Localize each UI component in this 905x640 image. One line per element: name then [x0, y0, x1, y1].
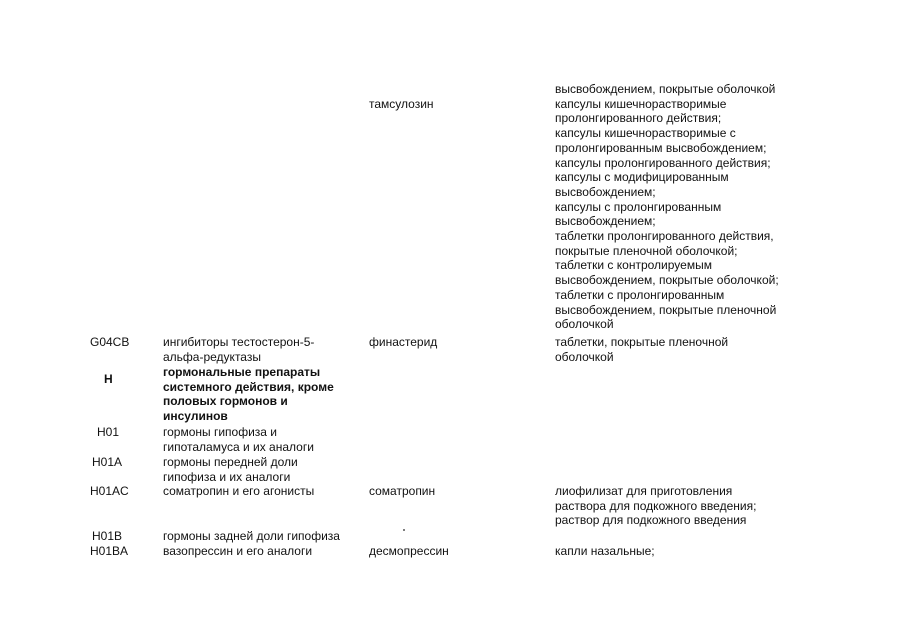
atc-code: H01B — [92, 529, 123, 543]
atc-group-name: вазопрессин и его аналоги — [163, 544, 313, 558]
atc-group-name: гормональные препараты системного действия, кроме половых гормонов и инсулинов — [163, 365, 334, 424]
atc-group-name: гормоны задней доли гипофиза — [163, 529, 340, 543]
atc-code: G04CB — [90, 335, 130, 349]
substance-name: десмопрессин — [369, 544, 449, 558]
atc-group-name: соматропин и его агонисты — [163, 484, 315, 498]
atc-code: H01A — [92, 455, 123, 469]
atc-code: H01 — [97, 425, 120, 439]
atc-group-name: ингибиторы тестостерон-5- альфа-редуктазы — [163, 335, 315, 364]
substance-name: соматропин — [369, 484, 436, 498]
substance-name: тамсулозин — [369, 97, 434, 111]
dosage-forms: высвобождением, покрытые оболочкой капсулы кишечнорастворимые пролонгированного действия; капсулы кишечнорастворимые с пролонгированным высвобождением; капсулы пролонгированного действия; капсулы с модифицированным высвобождением; капсулы с пролонгированным высвобождением; таблетки пролонгированного действия, покрытые пленочной оболочкой; таблетки с контролируемым высвобождением, покрытые оболочкой; таблетки с пролонгированным высвобождением, покрытые пленочной оболочкой — [555, 82, 779, 332]
dosage-forms: капли назальные; — [555, 544, 655, 558]
dosage-forms: таблетки, покрытые пленочной оболочкой — [555, 335, 729, 364]
atc-group-name: гормоны передней доли гипофиза и их аналоги — [163, 455, 298, 484]
stray-dot — [403, 529, 405, 531]
dosage-forms: лиофилизат для приготовления раствора для подкожного введения; раствор для подкожного введения — [555, 484, 757, 528]
atc-group-name: гормоны гипофиза и гипоталамуса и их аналоги — [163, 425, 314, 454]
atc-code: H01AC — [90, 484, 129, 498]
atc-code: H — [104, 372, 113, 386]
substance-name: финастерид — [369, 335, 438, 349]
atc-code: H01BA — [90, 544, 129, 558]
